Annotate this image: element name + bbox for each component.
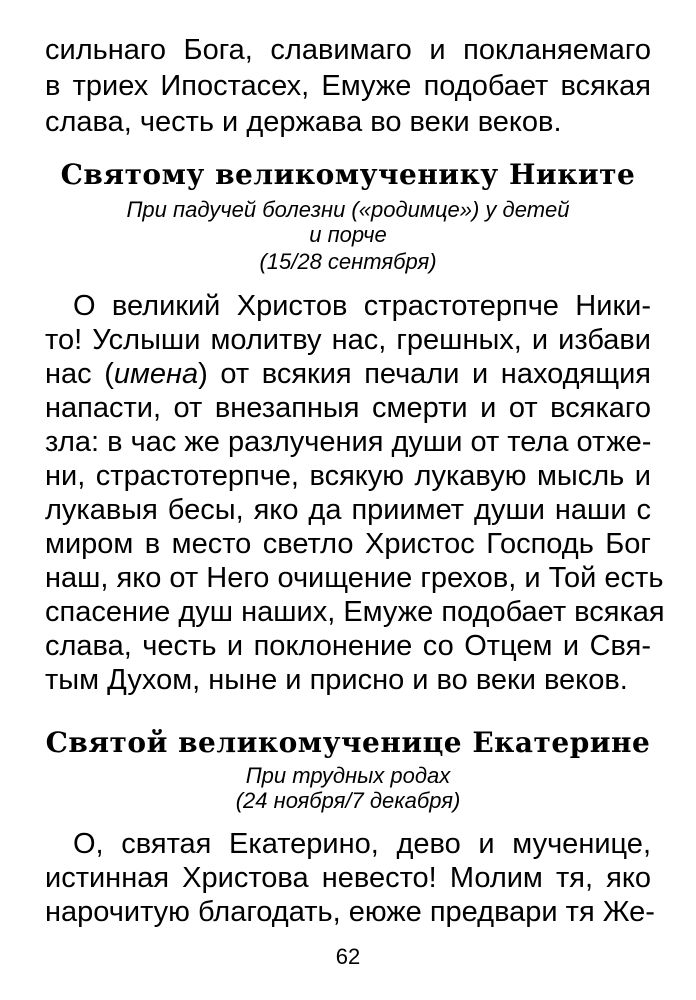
text-line: миром в место светло Христос Господь Бог [45,528,651,560]
text-line: напасти, от внезапныя смерти и от всякаго [45,392,651,424]
section-subtitle: При трудных родах [245,763,451,788]
text-line: слава, честь и держава во веки веков. [45,106,562,138]
feast-date: (15/28 сентября) [259,249,437,274]
text-line: О, святая Екатерино, дево и мученице, [73,828,651,860]
italic-names-placeholder: имена [113,358,199,390]
text-line: тым Духом, ныне и присно и во веки веков. [45,664,628,696]
text-line: лукавыя бесы, яко да приимет души наши с [45,494,651,526]
section-subtitle: и порче [309,222,387,247]
text-line: нарочитую благодать, еюже предвари тя Же- [45,896,655,928]
feast-date: (24 ноября/7 декабря) [235,788,461,813]
text-line: истинная Христова невесто! Молим тя, яко [45,862,651,894]
text-line: О великий Христов страстотерпче Ники- [73,290,651,322]
text-line: спасение душ наших, Емуже подобает всякая [45,596,665,628]
text-fragment: нас ( [45,358,114,390]
page-number: 62 [335,944,361,969]
text-line: ни, страстотерпче, всякую лукавую мысль и [45,460,651,492]
text-line: слава, честь и поклонение со Отцем и Свя- [45,630,651,662]
text-line: наш, яко от Него очищение грехов, и Той есть [45,562,664,594]
section-subtitle: При падучей болезни («родимце») у детей [126,197,570,222]
text-line [45,357,651,391]
text-line: то! Услыши молитву нас, грешных, и избави [45,324,651,356]
text-line: сильнаго Бога, славимаго и покланяемаго [45,34,651,66]
section-heading-nikita: Святому великомученику Никите [60,158,636,191]
section-heading-ekaterina: Святой великомученице Екатерине [45,726,651,759]
text-line: зла: в час же разлучения души от тела отже- [45,426,652,458]
text-line: в триех Ипостасех, Емуже подобает всякая [45,70,651,102]
text-fragment: ) от всякия печали и находящия [198,358,651,390]
